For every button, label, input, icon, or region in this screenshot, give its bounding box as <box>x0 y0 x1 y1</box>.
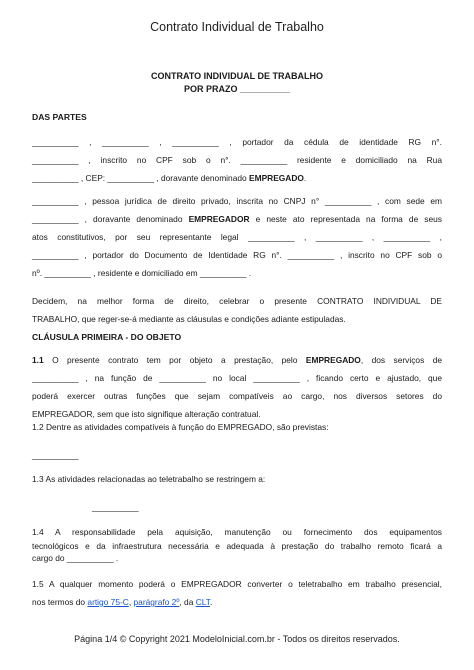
bold-term-empregador: EMPREGADOR <box>188 214 250 224</box>
text-line: cargo do __________ . <box>32 553 119 563</box>
text-segment: , <box>128 597 134 607</box>
text-line: 1.4 A responsabilidade pela aquisição, manutenção ou fornecimento dos equipamentos <box>32 527 442 537</box>
text-line <box>32 210 442 228</box>
text-line: __________ , na função de __________ no local __________ , ficando certo e ajustado, que <box>32 373 442 383</box>
section-heading-clausula-primeira: CLÁUSULA PRIMEIRA - DO OBJETO <box>32 332 182 342</box>
paragraph-1-4 <box>32 523 442 565</box>
link-paragrafo-2[interactable]: parágrafo 2º <box>133 597 180 607</box>
link-clt[interactable]: CLT <box>195 597 210 607</box>
text-line: 1.2 Dentre as atividades compatíveis à função do EMPREGADO, são previstas: <box>32 422 329 432</box>
blank-line: __________ <box>92 502 139 512</box>
title-line-2: POR PRAZO __________ <box>183 84 291 94</box>
page-header: Contrato Individual de Trabalho <box>150 20 324 34</box>
text-line: atos constitutivos, por seu representante legal __________ , __________ , __________ , <box>32 232 442 242</box>
title-line-1: CONTRATO INDIVIDUAL DE TRABALHO <box>151 71 323 81</box>
text-line: TRABALHO, que reger-se-á mediante as cláusulas e condições adiante estipuladas. <box>32 314 346 324</box>
text-line: nº. __________ , residente e domiciliado em __________ . <box>32 268 252 278</box>
text-line: EMPREGADOR, sem que isto signifique alteração contratual. <box>32 409 261 419</box>
text-line: tecnológicos e da infraestrutura necessária e adequada à prestação do trabalho remoto ficará a <box>32 541 442 551</box>
text-segment: . <box>209 597 213 607</box>
link-artigo-75c[interactable]: artigo 75-C <box>87 597 129 607</box>
clause-number: 1.1 <box>32 355 44 365</box>
text-segment: , dos serviços de <box>360 355 443 365</box>
text-segment: __________ , CEP: __________ , doravante denominado <box>32 173 249 183</box>
text-line: __________ , pessoa jurídica de direito privado, inscrita no CNPJ n° __________ , com sede em <box>32 196 442 206</box>
text-line: 1.3 As atividades relacionadas ao teletrabalho se restringem a: <box>32 474 266 484</box>
text-line: __________ , portador do Documento de Identidade RG n°. __________ , inscrito no CPF sob o <box>32 250 442 260</box>
text-line <box>32 169 442 187</box>
text-line: Decidem, na melhor forma de direito, celebrar o presente CONTRATO INDIVIDUAL DE <box>32 296 442 306</box>
blank-line: __________ <box>32 450 79 460</box>
page-footer: Página 1/4 © Copyright 2021 ModeloInicial.com.br - Todos os direitos reservados. <box>74 634 400 644</box>
text-segment: nos termos do <box>32 597 88 607</box>
bold-term-empregado: EMPREGADO <box>249 173 304 183</box>
paragraph-1-3 <box>32 470 442 488</box>
section-heading-partes: DAS PARTES <box>32 112 87 122</box>
document-title <box>0 70 474 96</box>
paragraph-1-1 <box>32 351 442 423</box>
paragraph-empregado <box>32 133 442 187</box>
text-segment: O presente contrato tem por objeto a prestação, pelo <box>43 355 306 365</box>
text-line <box>32 593 442 611</box>
text-line: poderá exercer outras funções que sejam compatíveis ao cargo, nos diversos setores do <box>32 391 442 401</box>
text-line: __________ , inscrito no CPF sob o n°. __________ residente e domiciliado na Rua <box>32 155 442 165</box>
text-line <box>32 351 442 369</box>
text-segment: e neste ato representada na forma de seus <box>249 214 442 224</box>
paragraph-1-5 <box>32 575 442 611</box>
text-line: 1.5 A qualquer momento poderá o EMPREGADOR converter o teletrabalho em trabalho presencial, <box>32 579 442 589</box>
paragraph-1-2 <box>32 418 442 436</box>
bold-term-empregado: EMPREGADO <box>305 355 361 365</box>
text-line: __________ , __________ , __________ , portador da cédula de identidade RG n°. <box>32 137 442 147</box>
text-segment: , da <box>179 597 196 607</box>
text-segment: . <box>303 173 307 183</box>
paragraph-empregador <box>32 192 442 282</box>
paragraph-decidem <box>32 292 442 328</box>
text-segment: __________ , doravante denominado <box>32 214 189 224</box>
